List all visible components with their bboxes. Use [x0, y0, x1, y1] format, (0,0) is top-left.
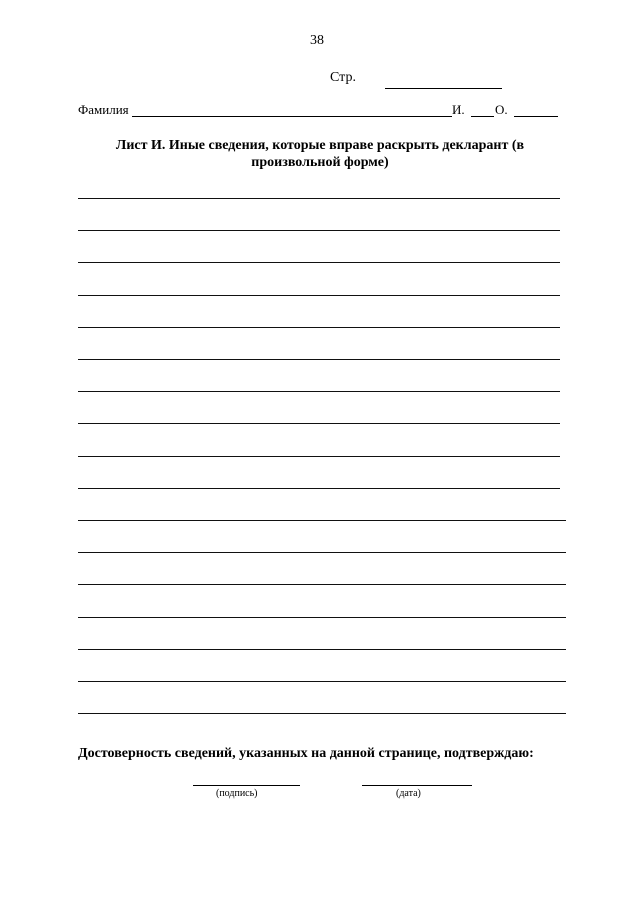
blank-line[interactable] [78, 520, 566, 521]
blank-line[interactable] [78, 230, 560, 231]
surname-line[interactable] [132, 116, 452, 117]
blank-line[interactable] [78, 681, 566, 682]
blank-line[interactable] [78, 295, 560, 296]
confirmation-text: Достоверность сведений, указанных на данной странице, подтверждаю: [78, 746, 534, 761]
surname-label: Фамилия [78, 102, 129, 117]
date-label: (дата) [396, 788, 421, 799]
date-line[interactable] [362, 785, 472, 786]
initial-first-label: И. [452, 102, 465, 117]
initial-patronymic-line[interactable] [514, 116, 558, 117]
blank-line[interactable] [78, 198, 560, 199]
sheet-title-line1: Лист И. Иные сведения, которые вправе раскрыть декларант (в [115, 138, 525, 153]
blank-line[interactable] [78, 391, 560, 392]
blank-line[interactable] [78, 713, 566, 714]
blank-line[interactable] [78, 359, 560, 360]
blank-line[interactable] [78, 488, 560, 489]
blank-line[interactable] [78, 262, 560, 263]
initial-patronymic-label: О. [495, 102, 508, 117]
signature-label: (подпись) [216, 788, 258, 799]
blank-line[interactable] [78, 584, 566, 585]
blank-line[interactable] [78, 327, 560, 328]
blank-line[interactable] [78, 552, 566, 553]
initial-first-line[interactable] [471, 116, 494, 117]
blank-line[interactable] [78, 617, 566, 618]
page-field-line[interactable] [385, 88, 502, 89]
sheet-title-line2: произвольной форме) [251, 155, 389, 170]
page-field-label: Стр. [330, 70, 356, 85]
blank-line[interactable] [78, 649, 566, 650]
blank-line[interactable] [78, 423, 560, 424]
blank-line[interactable] [78, 456, 560, 457]
signature-line[interactable] [193, 785, 300, 786]
page-number: 38 [310, 33, 324, 48]
